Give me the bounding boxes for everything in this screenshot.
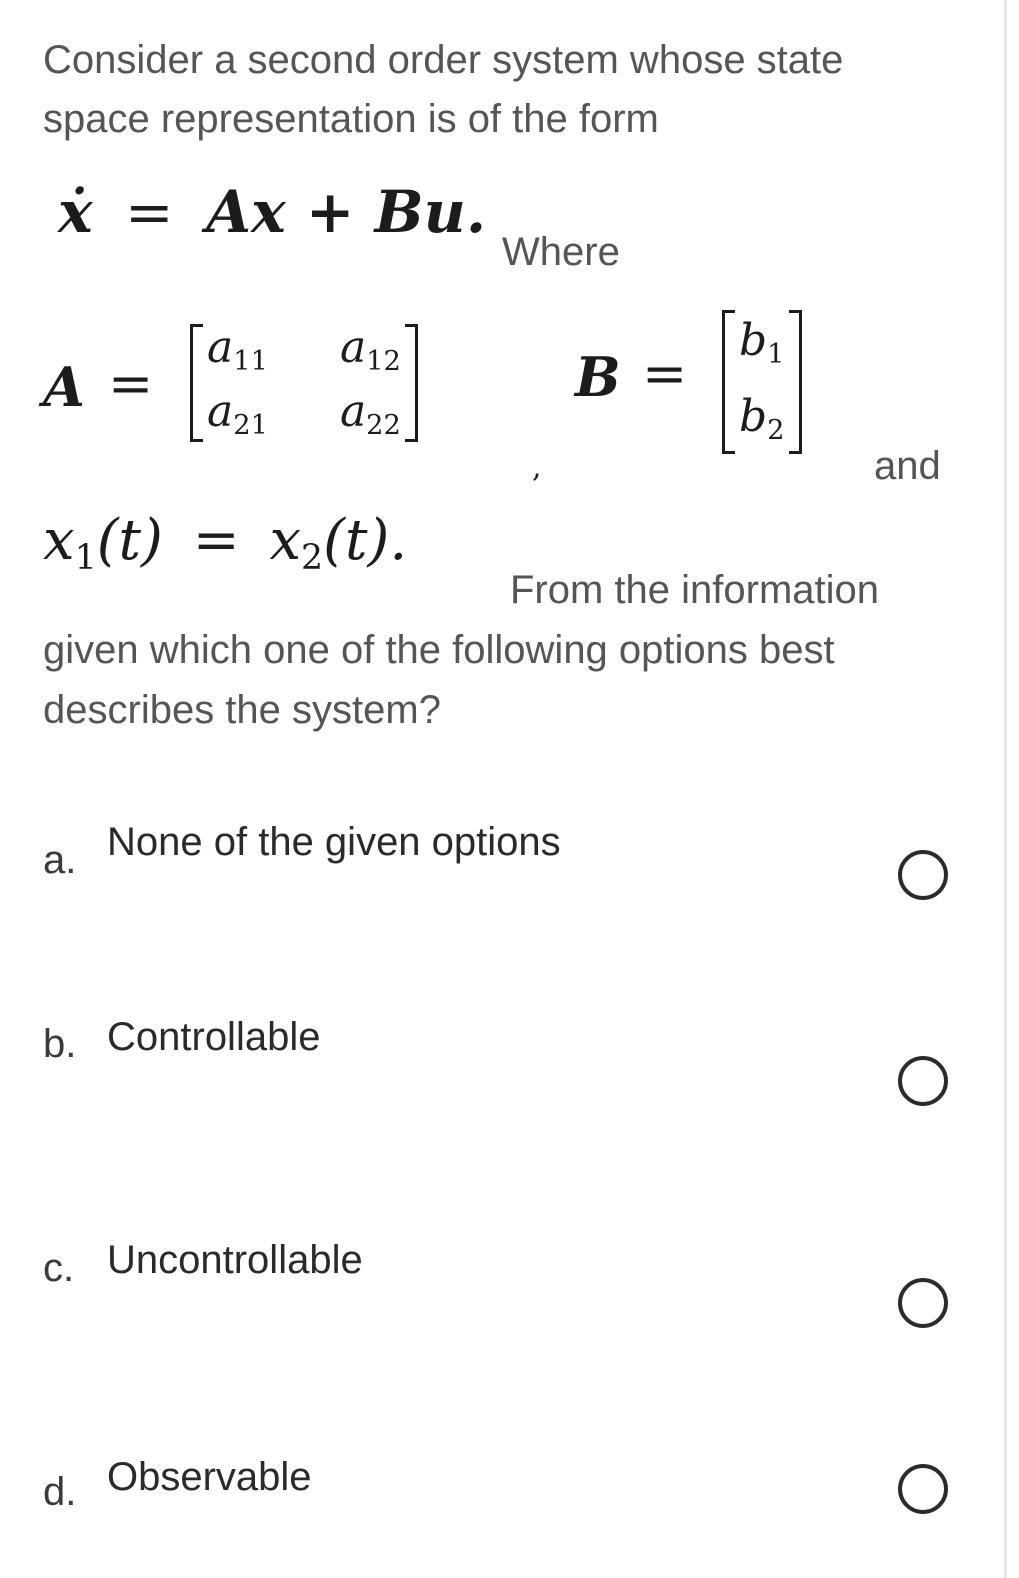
matrix-b-left-bracket [722, 310, 735, 454]
xdot-symbol: ẋ [58, 178, 93, 246]
option-c-text: Uncontrollable [107, 1238, 363, 1282]
equation-rhs: Ax + Bu. [206, 178, 487, 246]
matrix-b-cells [735, 315, 789, 449]
matrix-b-right-bracket [789, 310, 802, 454]
question-line-1: Consider a second order system whose state [43, 38, 844, 82]
option-b-radio[interactable] [898, 1056, 948, 1106]
matrix-a-right-bracket [405, 324, 418, 442]
condition-lhs-var: x [43, 508, 75, 573]
state-condition [43, 508, 408, 579]
option-c[interactable] [0, 1222, 1000, 1362]
matrix-a-cell-22: a22 [339, 386, 401, 442]
matrix-b-cell-2: b2 [739, 391, 785, 447]
condition-rhs-sub: 2 [301, 538, 324, 579]
matrix-a-cell-21: a21 [207, 386, 268, 442]
matrix-b [722, 310, 802, 454]
option-b-letter: b. [43, 1022, 77, 1066]
condition-lhs-sub: 1 [74, 538, 97, 579]
option-b[interactable] [0, 1000, 1000, 1140]
option-a-letter: a. [43, 838, 77, 882]
matrix-a-cells [203, 322, 405, 444]
matrix-a-cell-12: a12 [339, 322, 401, 378]
option-d-text: Observable [107, 1455, 312, 1499]
matrix-b-label: B [575, 345, 621, 409]
option-d-radio[interactable] [898, 1464, 948, 1514]
matrix-a-cell-11: a11 [207, 322, 268, 378]
matrix-b-equals: = [642, 342, 688, 405]
and-label: and [874, 444, 941, 488]
question-line-2: space representation is of the form [43, 97, 659, 141]
matrix-separator-comma: , [532, 450, 542, 485]
option-d-letter: d. [43, 1470, 77, 1514]
right-edge-divider [1004, 0, 1007, 1578]
condition-rhs-var: x [269, 508, 302, 573]
matrix-a-label: A [43, 355, 85, 419]
option-a[interactable] [0, 800, 1000, 940]
matrix-a [190, 322, 418, 444]
question-tail-2: given which one of the following options best [43, 628, 835, 672]
matrix-a-equals: = [108, 352, 154, 415]
option-d[interactable] [0, 1440, 1000, 1560]
where-label: Where [502, 230, 620, 274]
question-tail-3: describes the system? [43, 688, 441, 732]
option-c-radio[interactable] [898, 1278, 948, 1328]
condition-lhs-arg: (t) [96, 508, 163, 573]
matrix-b-cell-1: b1 [739, 315, 785, 371]
condition-equals: = [192, 508, 240, 573]
option-c-letter: c. [43, 1246, 75, 1290]
option-a-text: None of the given options [107, 820, 561, 864]
state-equation [58, 178, 486, 246]
condition-rhs-arg: (t). [323, 508, 408, 573]
question-tail-1: From the information [510, 568, 880, 612]
equation-equals: = [125, 178, 174, 246]
option-a-radio[interactable] [898, 850, 948, 900]
option-b-text: Controllable [107, 1015, 321, 1059]
matrix-a-left-bracket [190, 324, 203, 442]
